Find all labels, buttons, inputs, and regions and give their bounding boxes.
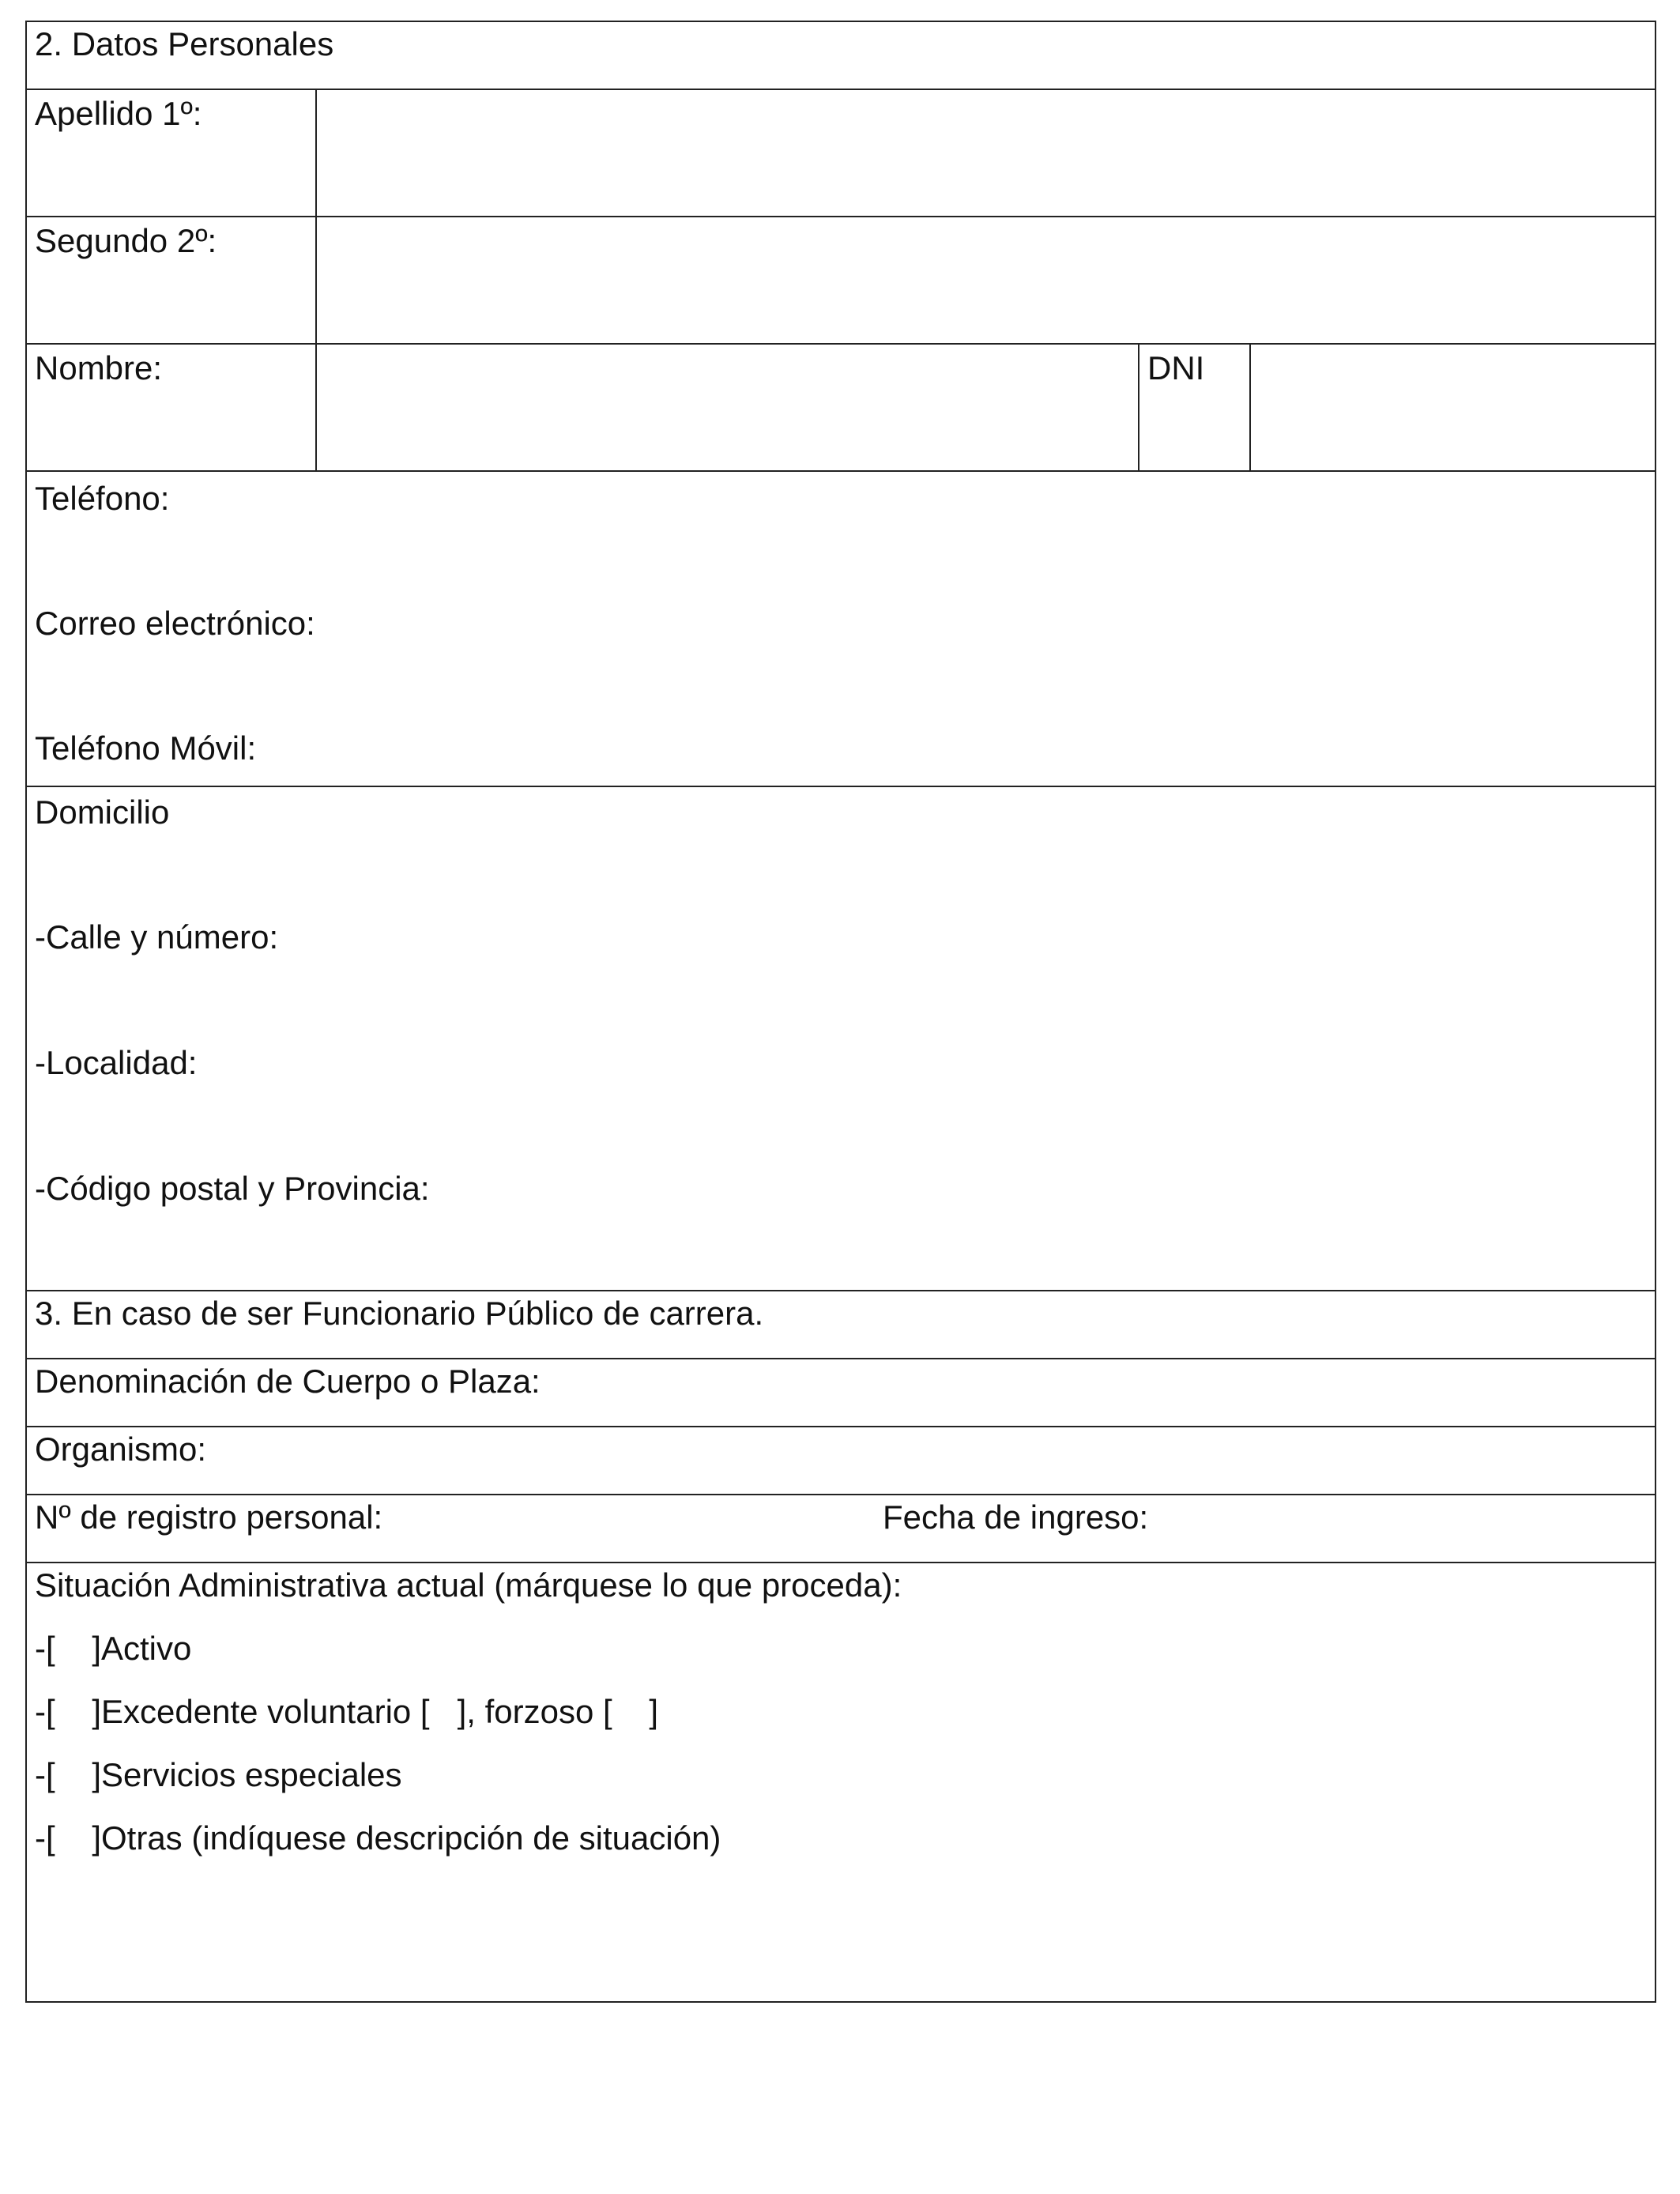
contact-row [27, 472, 1655, 787]
registro-label: Nº de registro personal: [35, 1498, 383, 1536]
organismo-row[interactable] [27, 1427, 1655, 1495]
apellido1-field[interactable] [315, 90, 1655, 216]
dni-label: DNI [1147, 349, 1205, 386]
option-activo[interactable]: -[ ]Activo [35, 1630, 192, 1667]
cuerpo-row[interactable] [27, 1359, 1655, 1427]
nombre-label: Nombre: [35, 349, 163, 386]
situacion-title: Situación Administrativa actual (márquese lo que proceda): [35, 1566, 902, 1604]
apellido1-label: Apellido 1º: [35, 95, 202, 132]
calle-label: -Calle y número: [35, 918, 279, 956]
cp-provincia-label: -Código postal y Provincia: [35, 1170, 430, 1207]
apellido2-row [27, 217, 1655, 345]
section3-header-row [27, 1291, 1655, 1359]
section2-title: 2. Datos Personales [35, 25, 334, 62]
nombre-dni-row [27, 345, 1655, 472]
organismo-label: Organismo: [35, 1431, 207, 1468]
situacion-row [27, 1563, 1655, 2001]
domicilio-title: Domicilio [35, 794, 170, 831]
localidad-label: -Localidad: [35, 1044, 198, 1081]
correo-label: Correo electrónico: [35, 605, 315, 642]
option-servicios-especiales[interactable]: -[ ]Servicios especiales [35, 1756, 402, 1793]
apellido2-field[interactable] [315, 217, 1655, 343]
telefono-label: Teléfono: [35, 480, 170, 517]
fecha-ingreso-label: Fecha de ingreso: [883, 1498, 1149, 1536]
option-otras[interactable]: -[ ]Otras (indíquese descripción de situación) [35, 1819, 721, 1857]
registro-fecha-row[interactable] [27, 1495, 1655, 1563]
section2-header-row [27, 22, 1655, 90]
dni-label-cell [1138, 345, 1249, 470]
option-excedente[interactable]: -[ ]Excedente voluntario [ ], forzoso [ ] [35, 1693, 659, 1730]
cuerpo-label: Denominación de Cuerpo o Plaza: [35, 1363, 541, 1400]
apellido2-label: Segundo 2º: [35, 222, 217, 259]
section3-title: 3. En caso de ser Funcionario Público de carrera. [35, 1295, 764, 1332]
movil-label: Teléfono Móvil: [35, 729, 257, 767]
nombre-field[interactable] [315, 345, 1138, 470]
domicilio-row [27, 787, 1655, 1291]
apellido1-row [27, 90, 1655, 217]
personal-data-form [25, 21, 1656, 2003]
dni-field[interactable] [1249, 345, 1655, 470]
